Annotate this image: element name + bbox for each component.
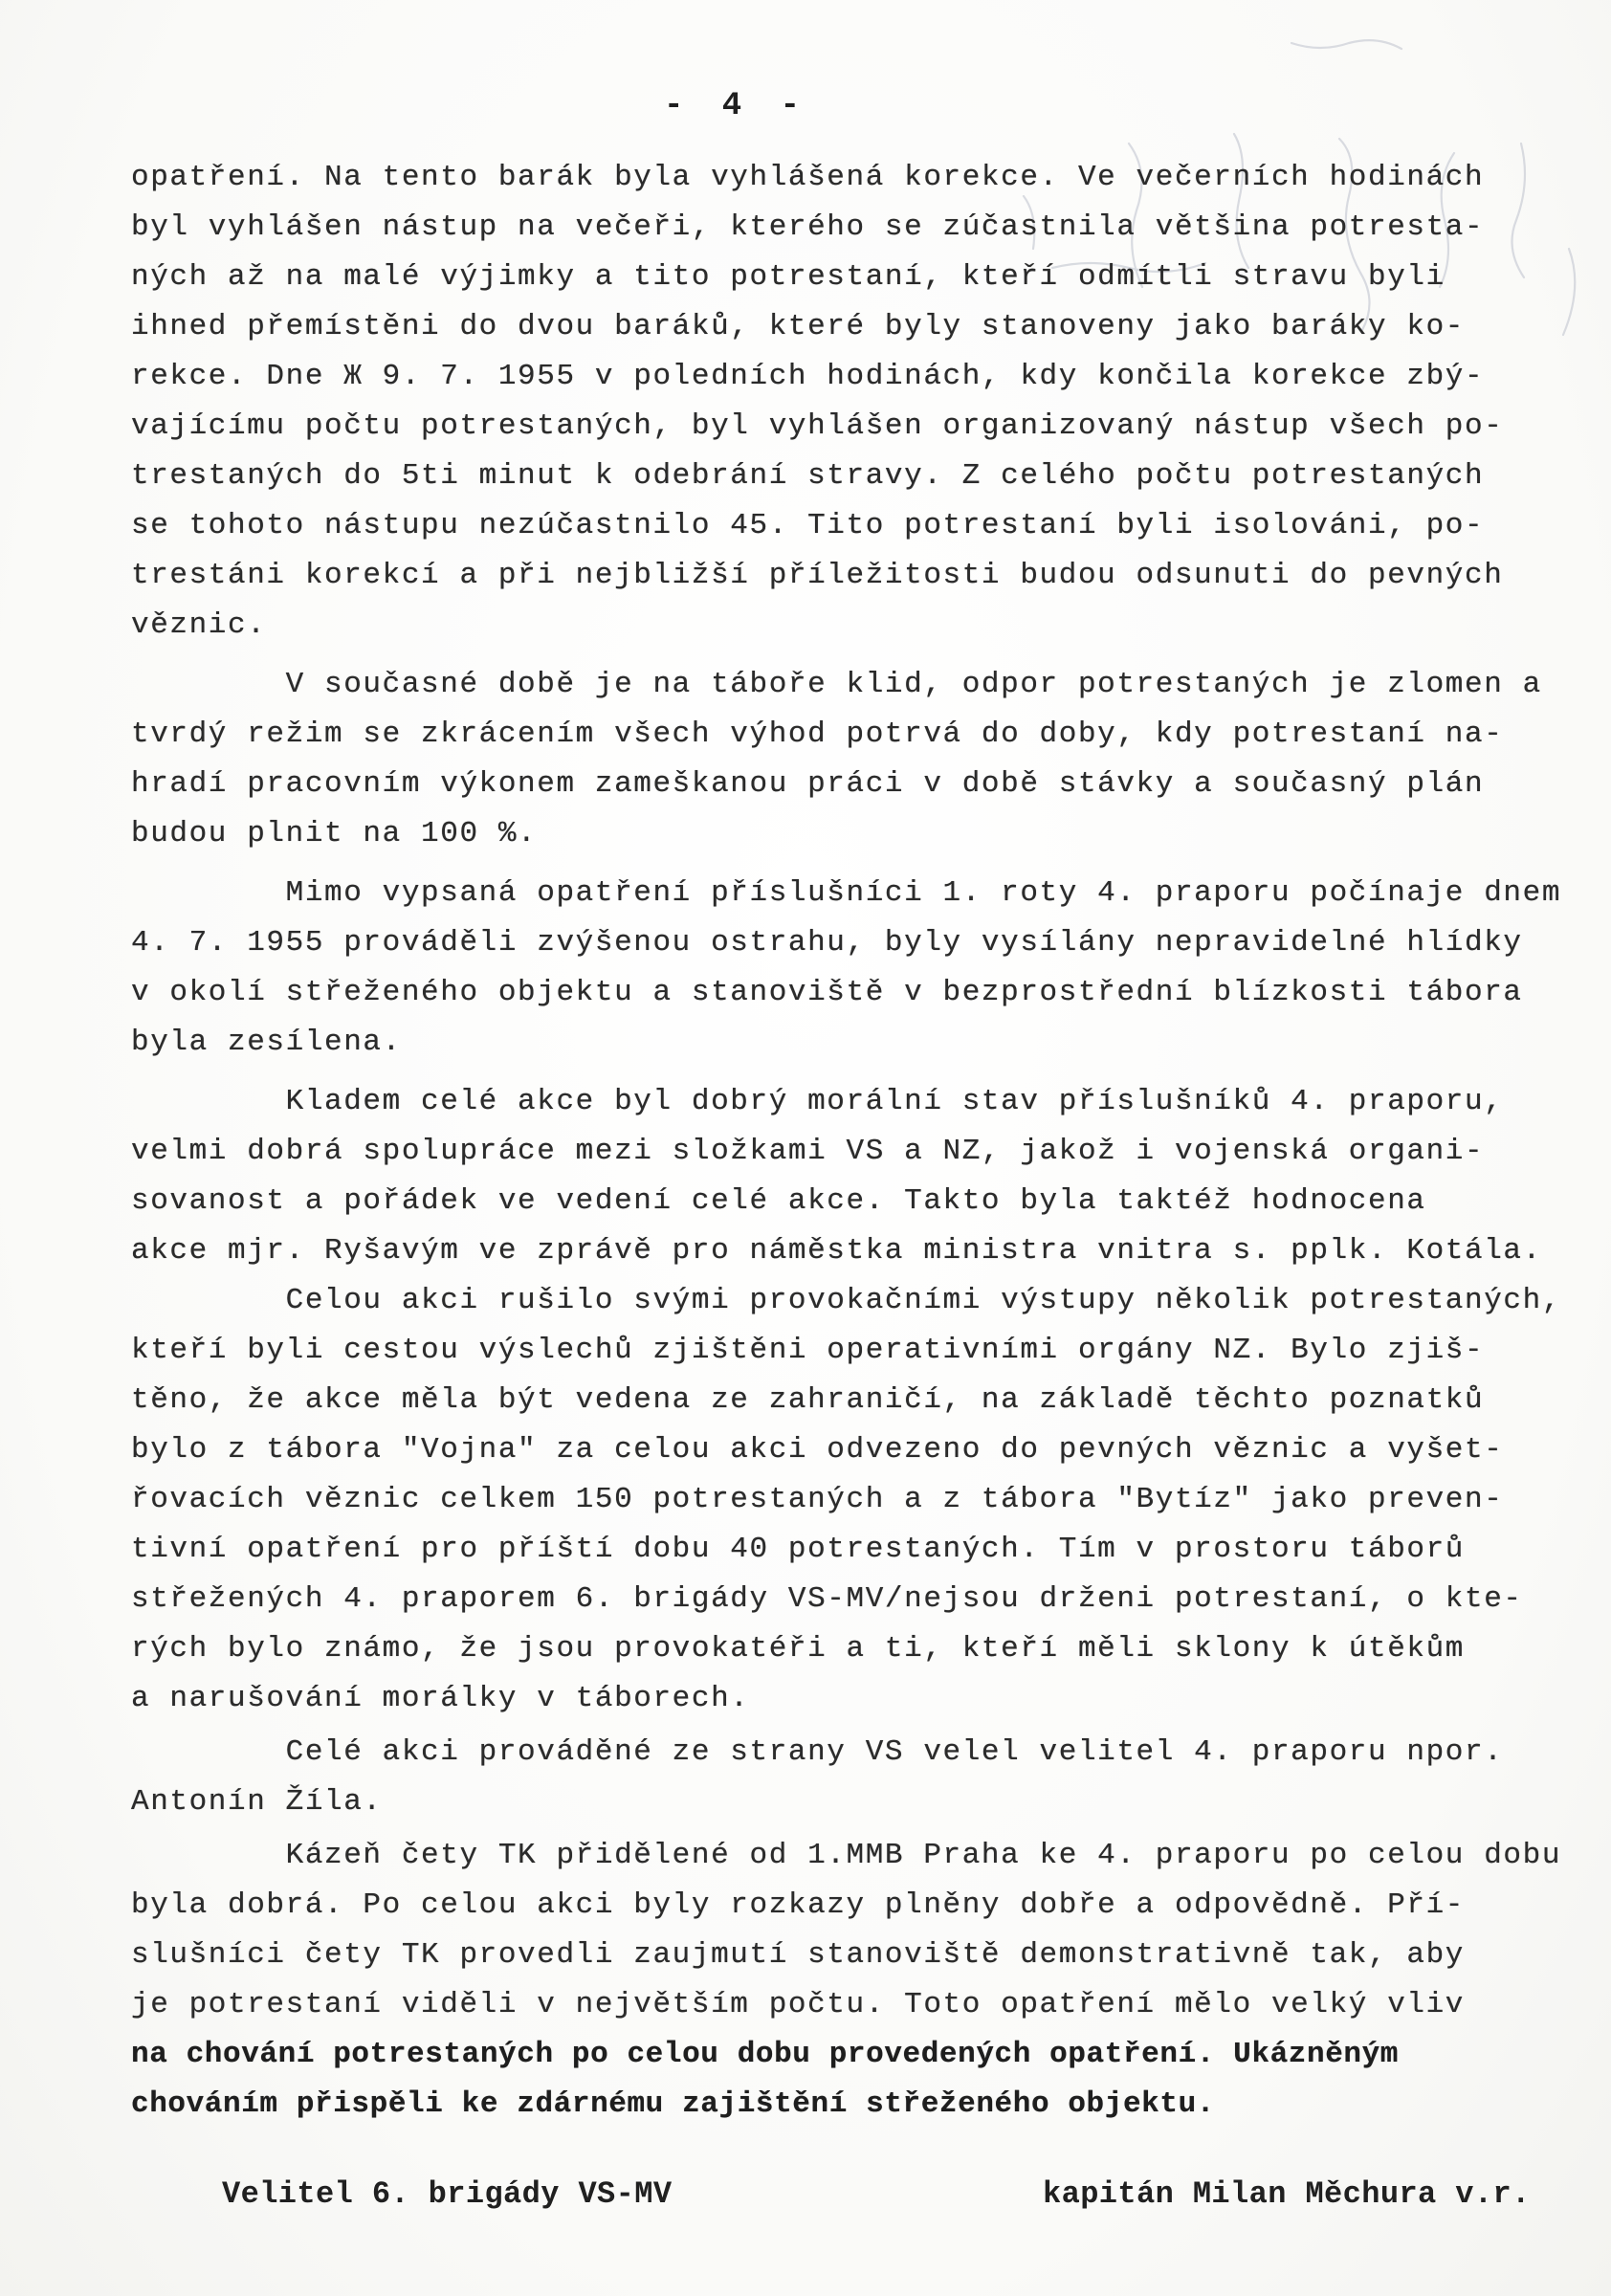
text-line: velmi dobrá spolupráce mezi složkami VS a NZ, jakož i vojenská organi-: [131, 1135, 1485, 1168]
text-line: a narušování morálky v táborech.: [131, 1682, 750, 1715]
text-line: akce mjr. Ryšavým ve zprávě pro náměstka ministra vnitra s. pplk. Kotála.: [131, 1234, 1542, 1268]
text-line: trestáni korekcí a při nejbližší příležitosti budou odsunuti do pevných: [131, 559, 1504, 592]
paragraph-start-line: Celou akci rušilo svými provokačními výstupy několik potrestaných,: [131, 1284, 1562, 1317]
signature-block: [0, 2176, 1611, 2234]
text-line: střežených 4. praporem 6. brigády VS-MV/nejsou drženi potrestaní, o kte-: [131, 1582, 1523, 1616]
paragraph-start-line: V současné době je na táboře klid, odpor potrestaných je zlomen a: [131, 668, 1542, 701]
paragraph-start-line: Mimo vypsaná opatření příslušníci 1. roty 4. praporu počínaje dnem: [131, 876, 1562, 910]
text-line: byl vyhlášen nástup na večeři, kterého se zúčastnila většina potresta-: [131, 210, 1485, 244]
text-line: kteří byli cestou výslechů zjištěni operativními orgány NZ. Bylo zjiš-: [131, 1334, 1485, 1367]
paragraph-start-line: Kladem celé akce byl dobrý morální stav příslušníků 4. praporu,: [131, 1085, 1504, 1118]
page-number: - 4 -: [663, 88, 810, 124]
text-line: slušníci čety TK provedli zaujmutí stanoviště demonstrativně tak, aby: [131, 1938, 1466, 1972]
text-line: rekce. Dne Ж 9. 7. 1955 v poledních hodinách, kdy končila korekce zbý-: [131, 360, 1485, 393]
text-line: byla zesílena.: [131, 1026, 402, 1059]
text-line: budou plnit na 100 %.: [131, 817, 538, 850]
text-line: ných až na malé výjimky a tito potrestaní, kteří odmítli stravu byli: [131, 260, 1445, 294]
text-line: těno, že akce měla být vedena ze zahraničí, na základě těchto poznatků: [131, 1383, 1485, 1417]
text-line: ihned přemístěni do dvou baráků, které byly stanoveny jako baráky ko-: [131, 310, 1466, 343]
text-line: rých bylo známo, že jsou provokatéři a ti, kteří měli sklony k útěkům: [131, 1632, 1466, 1666]
text-line: hradí pracovním výkonem zameškanou práci v době stávky a současný plán: [131, 767, 1485, 801]
text-line: trestaných do 5ti minut k odebrání stravy. Z celého počtu potrestaných: [131, 459, 1485, 493]
signature-name: kapitán Milan Měchura v.r.: [1043, 2176, 1531, 2212]
text-line: věznic.: [131, 608, 267, 642]
text-line: tvrdý režim se zkrácením všech výhod potrvá do doby, kdy potrestaní na-: [131, 718, 1504, 751]
text-line: bylo z tábora "Vojna" za celou akci odvezeno do pevných věznic a vyšet-: [131, 1433, 1504, 1467]
paragraph-start-line: Celé akci prováděné ze strany VS velel velitel 4. praporu npor.: [131, 1735, 1504, 1769]
text-line: vajícímu počtu potrestaných, byl vyhlášen organizovaný nástup všech po-: [131, 409, 1504, 443]
document-body: [131, 153, 1604, 2130]
text-line: řovacích věznic celkem 150 potrestaných a z tábora "Bytíz" jako preven-: [131, 1483, 1504, 1516]
faint-handwriting-stroke: [1291, 40, 1401, 49]
paragraph-start-line: Kázeň čety TK přidělené od 1.MMB Praha ke 4. praporu po celou dobu: [131, 1839, 1562, 1872]
text-line: sovanost a pořádek ve vedení celé akce. Takto byla taktéž hodnocena: [131, 1184, 1426, 1218]
text-line: se tohoto nástupu nezúčastnilo 45. Tito potrestaní byli isolováni, po-: [131, 509, 1485, 542]
text-line: 4. 7. 1955 prováděli zvýšenou ostrahu, byly vysílány nepravidelné hlídky: [131, 926, 1523, 960]
signature-title: Velitel 6. brigády VS-MV: [222, 2176, 673, 2212]
text-line: na chování potrestaných po celou dobu provedených opatření. Ukázněným: [131, 2038, 1400, 2071]
text-line: v okolí střeženého objektu a stanoviště v bezprostřední blízkosti tábora: [131, 976, 1523, 1009]
text-line: Antonín Žíla.: [131, 1785, 383, 1819]
text-line: opatření. Na tento barák byla vyhlášená korekce. Ve večerních hodinách: [131, 161, 1485, 194]
text-line: chováním přispěli ke zdárnému zajištění střeženého objektu.: [131, 2087, 1215, 2121]
text-line: tivní opatření pro příští dobu 40 potrestaných. Tím v prostoru táborů: [131, 1533, 1466, 1566]
text-line: byla dobrá. Po celou akci byly rozkazy plněny dobře a odpovědně. Pří-: [131, 1888, 1466, 1922]
text-line: je potrestaní viděli v největším počtu. Toto opatření mělo velký vliv: [131, 1988, 1466, 2021]
